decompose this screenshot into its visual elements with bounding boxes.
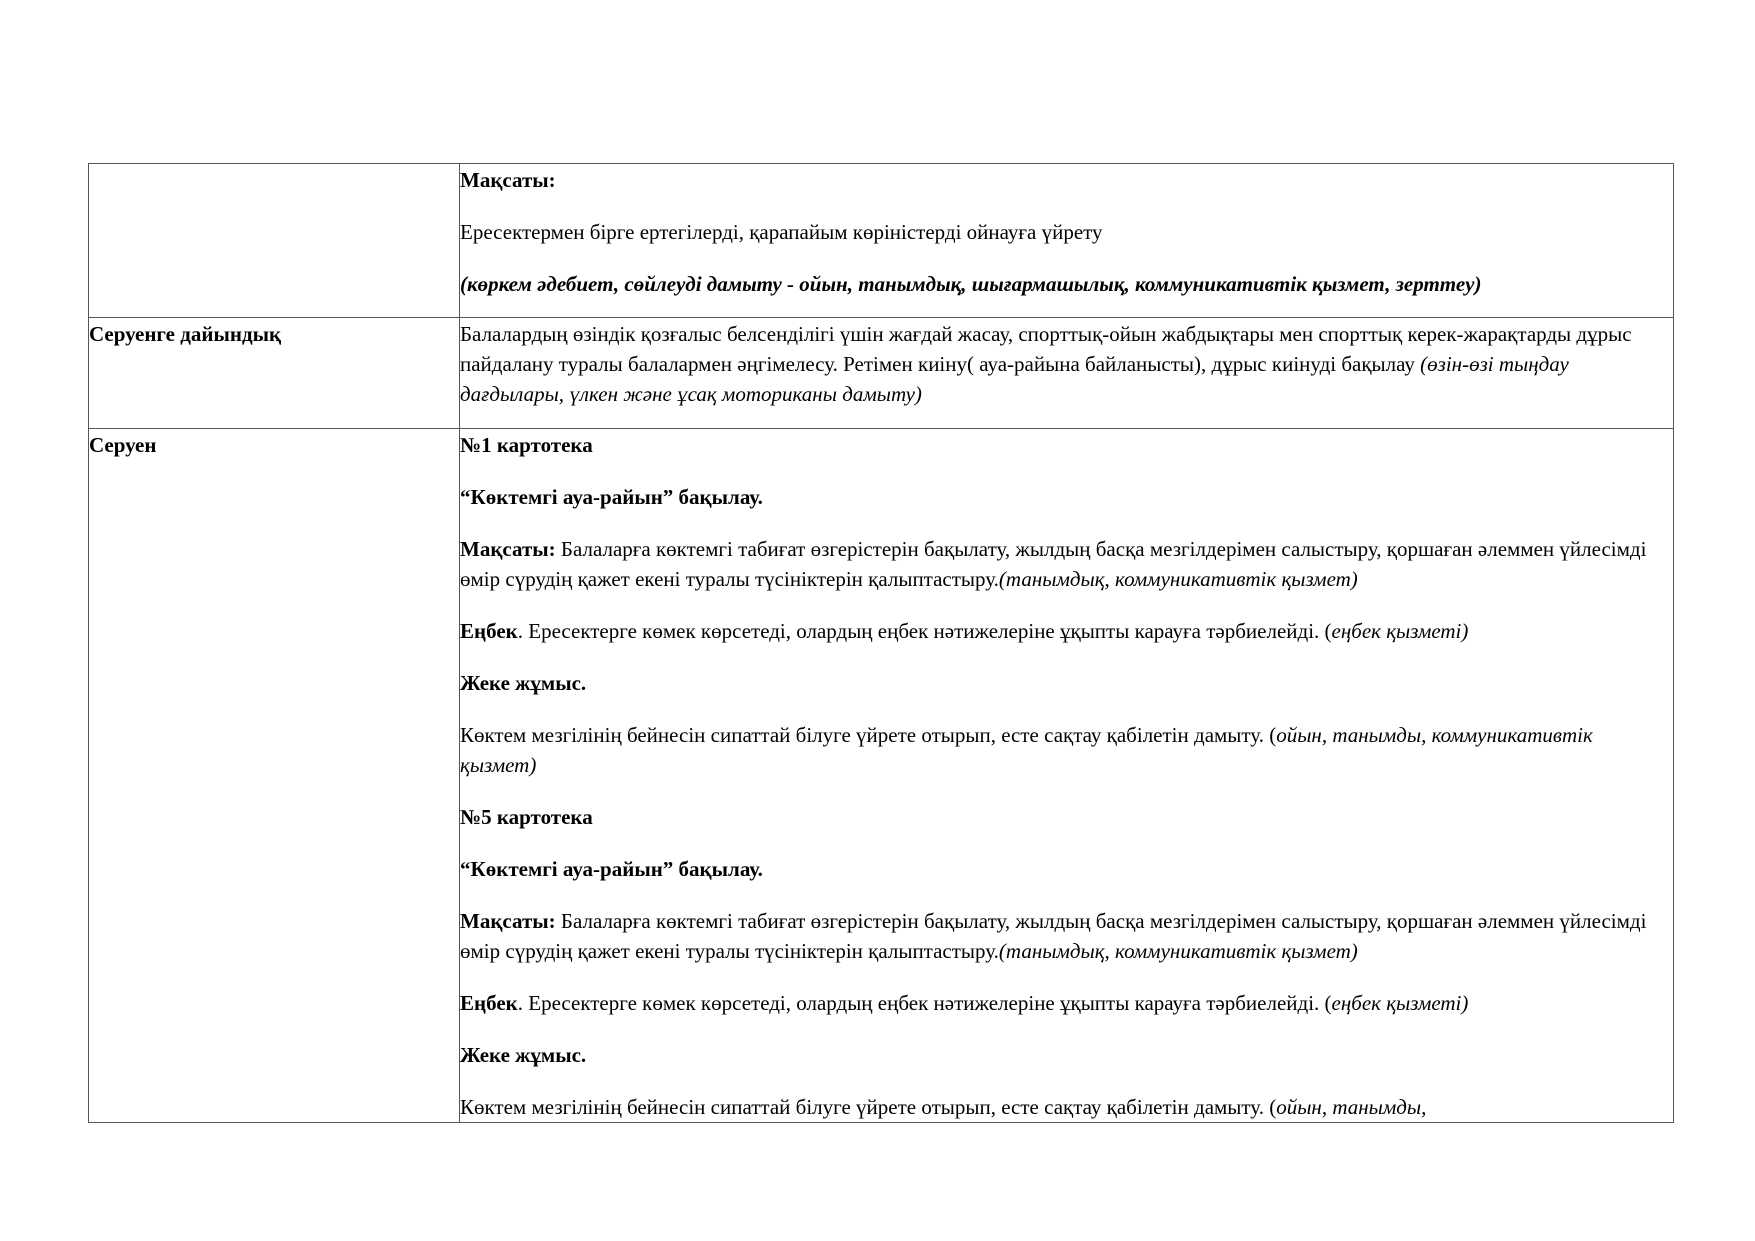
row-label-text: Серуенге дайындық — [89, 322, 282, 346]
activity-areas: (көркем әдебиет, сөйлеуді дамыту - ойын, танымдық, шығармашылық, коммуникативтік қызмет, зерттеу) — [460, 272, 1482, 296]
row-label — [89, 164, 460, 318]
card-labor — [460, 616, 1673, 646]
labor-text: . Ересектерге көмек көрсетеді, олардың еңбек нәтижелеріне ұқыпты карауға тәрбиелейді. ( — [517, 619, 1332, 643]
individual-text: Көктем мезгілінің бейнесін сипаттай білуге үйрете отырып, есте сақтау қабілетін дамыту. ( — [460, 723, 1277, 747]
table-row — [89, 429, 1674, 1123]
goal-areas: (танымдық, коммуникативтік қызмет) — [998, 939, 1358, 963]
row-content — [460, 164, 1674, 318]
individual-areas: ойын, танымды, — [1276, 1095, 1427, 1119]
table-row — [89, 318, 1674, 429]
observation-title: “Көктемгі ауа-райын” бақылау. — [460, 485, 763, 509]
walk-prep-body: Балалардың өзіндік қозғалыс белсенділігі үшін жағдай жасау, спорттық-ойын жабдықтары мен спорттық керек-жарақтарды дұрыс пайдалану туралы балалармен әңгімелесу. Ретімен киіну( ауа-райына байланысты), дұрыс киінуді бақылау — [460, 322, 1632, 376]
table-row — [89, 164, 1674, 318]
goal-heading: Мақсаты: — [460, 168, 556, 192]
goal-heading: Мақсаты: — [460, 537, 556, 561]
walk-prep-areas: (өзін-өзі тыңдау дағдылары, үлкен және ұсақ моториканы дамыту) — [460, 352, 1569, 406]
observation-title: “Көктемгі ауа-райын” бақылау. — [460, 857, 763, 881]
row-content — [460, 429, 1674, 1123]
goal-text: Балаларға көктемгі табиғат өзгерістерін бақылату, жылдың басқа мезгілдерімен салыстыру, қоршаған әлеммен үйлесімді өмір сүрудің қажет екені туралы түсініктерін қалыптастыру. — [460, 909, 1647, 963]
goal-text: Ересектермен бірге ертегілерді, қарапайым көріністерді ойнауға үйрету — [460, 220, 1103, 244]
labor-areas: еңбек қызметі) — [1331, 619, 1469, 643]
card-labor — [460, 988, 1673, 1018]
labor-heading: Еңбек — [460, 991, 518, 1015]
row-content — [460, 318, 1674, 429]
goal-areas: (танымдық, коммуникативтік қызмет) — [998, 567, 1358, 591]
row-label-text: Серуен — [89, 433, 157, 457]
card-goal — [460, 906, 1673, 966]
card-title: №5 картотека — [460, 805, 593, 829]
card-goal — [460, 534, 1673, 594]
individual-heading: Жеке жұмыс. — [460, 671, 587, 695]
row-label — [89, 318, 460, 429]
labor-areas: еңбек қызметі) — [1331, 991, 1469, 1015]
walk-prep-text — [460, 319, 1673, 409]
card-individual — [460, 720, 1673, 780]
row-label — [89, 429, 460, 1123]
labor-heading: Еңбек — [460, 619, 518, 643]
goal-heading: Мақсаты: — [460, 909, 556, 933]
individual-areas: ойын, танымды, коммуникативтік қызмет) — [460, 723, 1593, 777]
card-individual — [460, 1092, 1673, 1122]
plan-table — [88, 163, 1674, 1123]
card-title: №1 картотека — [460, 433, 593, 457]
individual-text: Көктем мезгілінің бейнесін сипаттай білуге үйрете отырып, есте сақтау қабілетін дамыту. ( — [460, 1095, 1277, 1119]
labor-text: . Ересектерге көмек көрсетеді, олардың еңбек нәтижелеріне ұқыпты карауға тәрбиелейді. ( — [517, 991, 1332, 1015]
goal-text: Балаларға көктемгі табиғат өзгерістерін бақылату, жылдың басқа мезгілдерімен салыстыру, қоршаған әлеммен үйлесімді өмір сүрудің қажет екені туралы түсініктерін қалыптастыру. — [460, 537, 1647, 591]
individual-heading: Жеке жұмыс. — [460, 1043, 587, 1067]
